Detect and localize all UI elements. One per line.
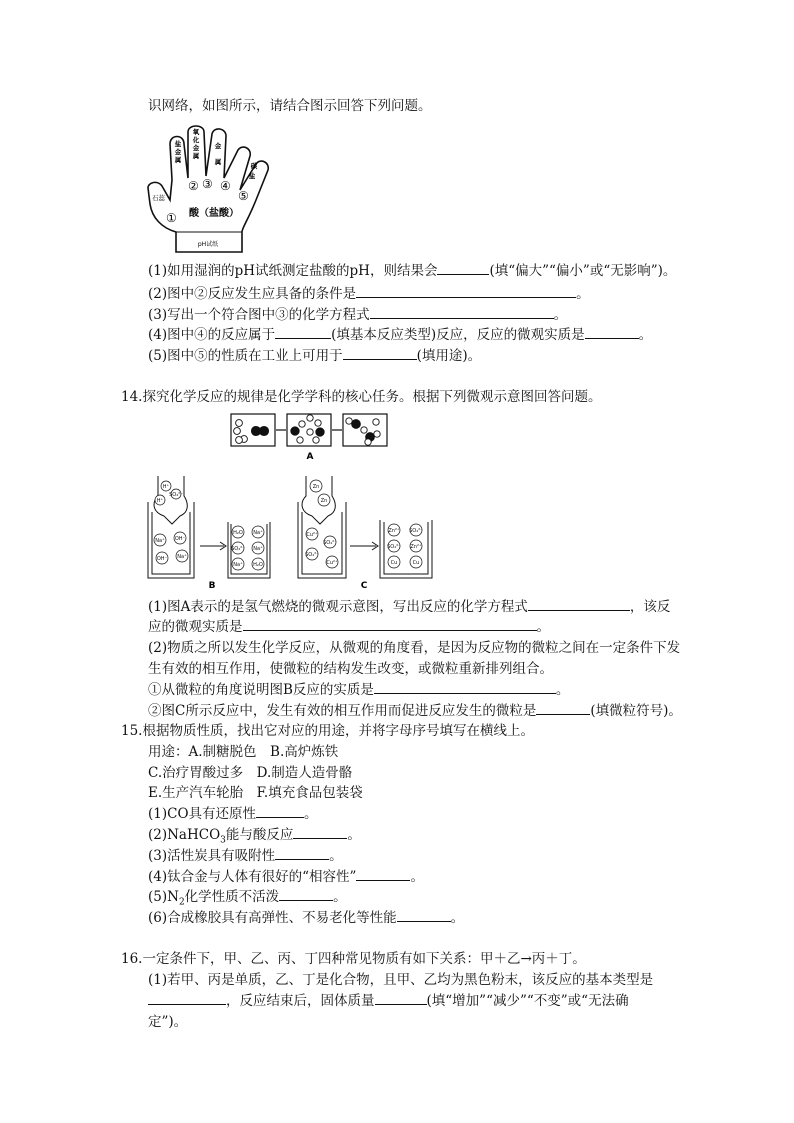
finger3-char: 属 [214,158,222,166]
q13-line-1 [148,261,676,281]
ion-label: Na⁺ [233,562,243,568]
q15-item-3 [148,846,343,866]
finger2-char: 属 [192,152,200,160]
subscript: 3 [220,835,226,846]
ion-label: SO₄²⁻ [169,492,183,498]
ion-label: H₂O [233,530,243,536]
q15-end: 。 [329,848,343,864]
ion-label: Cu²⁺ [326,560,338,566]
q13-line-5 [148,346,481,366]
q15-i5-text: (5)N [148,889,179,905]
q13-l5-post: (填用途)。 [416,348,482,364]
figure-a-label: A [306,452,314,462]
q14-line-1 [148,597,670,617]
hand-diagram [144,124,284,256]
q15-i6-text: (6)合成橡胶具有高弹性、不易老化等性能 [148,910,397,926]
figures-b-c [146,472,446,592]
q16-line-1: (1)若甲、丙是单质，乙、丁是化合物，且甲、乙均为黑色粉末，该反应的基本类型是 [148,972,654,988]
q14-l1-post: ，该反 [629,599,671,615]
figure-c-label: C [360,581,368,591]
ion-label: Na⁺ [177,554,187,560]
answer-blank[interactable] [275,846,329,860]
answer-blank[interactable] [437,261,489,275]
q13-l4-pre: (4)图中④的反应属于 [148,327,276,343]
q15-item-6 [148,908,464,928]
q14-line-3: (2)物质之所以发生化学反应，从微观的角度看，是因为反应物的微粒之间在一定条件下发 [148,640,681,656]
q16-line-2 [148,991,629,1011]
answer-blank[interactable] [397,908,451,922]
ion-label: Zn [320,498,328,504]
q14-l2-pre: 应的微观实质是 [148,619,243,635]
q15-i1-text: (1)CO具有还原性 [148,806,257,822]
q13-l4-mid: (填基本反应类型)反应，反应的微观实质是 [331,327,585,343]
ion-label: Zn²⁺ [410,544,422,550]
answer-blank[interactable] [370,305,554,319]
ion-label: OH⁻ [156,556,168,562]
q14-line-6 [148,701,682,721]
finger1-char: 金 [174,148,182,156]
ion-label: Cu²⁺ [306,532,318,538]
answer-blank[interactable] [356,867,410,881]
label-n2: ② [188,179,199,193]
q15-uses-3: E.生产汽车轮胎 F.填充食品包装袋 [148,785,363,801]
intro-text: 识网络，如图所示，请结合图示回答下列问题。 [148,98,432,114]
q13-l2-post: 。 [576,286,590,302]
ion-label: Cu [390,560,398,566]
q15-i5-text: 化学性质不活泼 [184,889,280,905]
q16-l2-mid: ，反应结束后，固体质量 [226,993,375,1009]
q14-l5-post: 。 [555,682,570,698]
finger2-char: 氧 [192,128,200,136]
q14-l6-post: (填微粒符号)。 [590,703,682,719]
answer-blank[interactable] [275,325,331,339]
ion-label: SO₄²⁻ [323,540,337,546]
q13-line-3 [148,305,567,325]
q15-end: 。 [347,827,361,843]
finger4-char: 碳 [250,162,258,170]
finger3-char: 金 [214,142,222,150]
answer-blank[interactable] [528,597,630,611]
palm-label: 酸（盐酸） [189,208,239,219]
ion-label: H⁺ [162,484,170,490]
label-n4: ④ [220,179,231,193]
q15-uses-2: C.治疗胃酸过多 D.制造人造骨骼 [148,765,353,781]
finger1-char: 属 [174,156,182,164]
ion-label: Na⁺ [155,538,165,544]
q15-i3-text: (3)活性炭具有吸附性 [148,848,276,864]
beaker-c-left [298,502,346,578]
finger2-char: 金 [192,144,200,152]
q13-l3-pre: (3)写出一个符合图中③的化学方程式 [148,307,370,323]
q13-l2-pre: (2)图中②反应发生应具备的条件是 [148,286,357,302]
q14-l2-post: 。 [536,619,550,635]
q13-l5-pre: (5)图中⑤的性质在工业上可用于 [148,348,343,364]
q14-stem: 14.探究化学反应的规律是化学学科的核心任务。根据下列微观示意图回答问题。 [121,389,602,405]
ion-label: Cu [412,560,420,566]
q15-uses-1: 用途：A.制糖脱色 B.高炉炼铁 [148,744,339,760]
q15-i4-text: (4)钛合金与人体有很好的“相容性” [148,869,357,885]
answer-blank[interactable] [293,825,347,839]
q15-end: 。 [450,910,465,926]
q15-end: 。 [410,869,424,885]
q14-line-2 [148,617,550,637]
q13-line-2 [148,284,590,304]
label-n1: ① [166,211,177,225]
q13-l1-pre: (1)如用湿润的pH试纸测定盐酸的pH，则结果会 [148,263,438,279]
q14-line-4: 生有效的相互作用，使微粒的结构发生改变，或微粒重新排列组合。 [148,661,553,677]
q16-stem: 16.一定条件下，甲、乙、丙、丁四种常见物质有如下关系：甲＋乙→丙＋丁。 [121,951,586,967]
q15-end: 。 [333,889,347,905]
q13-l1-post: (填“偏大”“偏小”或“无影响”)。 [489,263,677,279]
ion-label: Na⁺ [253,530,263,536]
q13-line-4 [148,325,652,345]
answer-blank[interactable] [585,325,639,339]
ion-label: SO₄²⁻ [409,528,423,534]
answer-blank[interactable] [356,284,576,298]
answer-blank[interactable] [256,804,304,818]
q15-item-1 [148,804,318,824]
finger1-char: 盐 [174,140,182,148]
answer-blank[interactable] [279,887,333,901]
q15-item-4 [148,867,424,887]
q14-line-5 [148,680,569,700]
ion-label: H₂O [253,562,263,568]
answer-blank[interactable] [536,701,590,715]
ion-label: SO₄²⁻ [231,546,245,552]
q15-end: 。 [304,806,318,822]
answer-blank[interactable] [343,346,417,360]
finger4-char: 盐 [248,172,256,180]
answer-blank[interactable] [148,991,226,1005]
thumb-text: 石蕊 [152,194,165,202]
figure-a [230,412,390,462]
figure-b-label: B [208,581,216,591]
ion-label: Zn²⁺ [388,528,400,534]
q13-l4-post: 。 [638,327,653,343]
ion-label: OH⁻ [174,536,186,542]
ion-label: Zn [312,484,320,490]
ion-label: SO₄²⁻ [305,552,319,558]
ion-label: H⁺ [156,498,164,504]
q16-line-3: 定”)。 [148,1014,188,1030]
subscript: 2 [178,897,185,908]
wrist-label: pH试纸 [197,241,219,248]
ion-label: SO₄²⁻ [387,544,401,550]
answer-blank[interactable] [374,680,556,694]
q15-i2-text: 能与酸反应 [225,827,294,843]
ion-label: Na⁺ [253,546,263,552]
q16-l2-post: (填“增加”“减少”“不变”或“无法确 [426,993,629,1009]
q15-stem: 15.根据物质性质，找出它对应的用途，并将字母序号填写在横线上。 [121,723,534,739]
label-n5: ⑤ [238,189,249,203]
q14-l1-pre: (1)图A表示的是氢气燃烧的微观示意图，写出反应的化学方程式 [148,599,528,615]
q13-l3-post: 。 [553,307,568,323]
q15-i2-text: (2)NaHCO [148,827,221,843]
q14-l6-pre: ②图C所示反应中，发生有效的相互作用而促进反应发生的微粒是 [148,703,537,719]
q14-l5-pre: ①从微粒的角度说明图B反应的实质是 [148,682,374,698]
label-n3: ③ [202,177,213,191]
answer-blank[interactable] [375,991,427,1005]
answer-blank[interactable] [243,617,537,631]
finger2-char: 化 [192,136,200,144]
